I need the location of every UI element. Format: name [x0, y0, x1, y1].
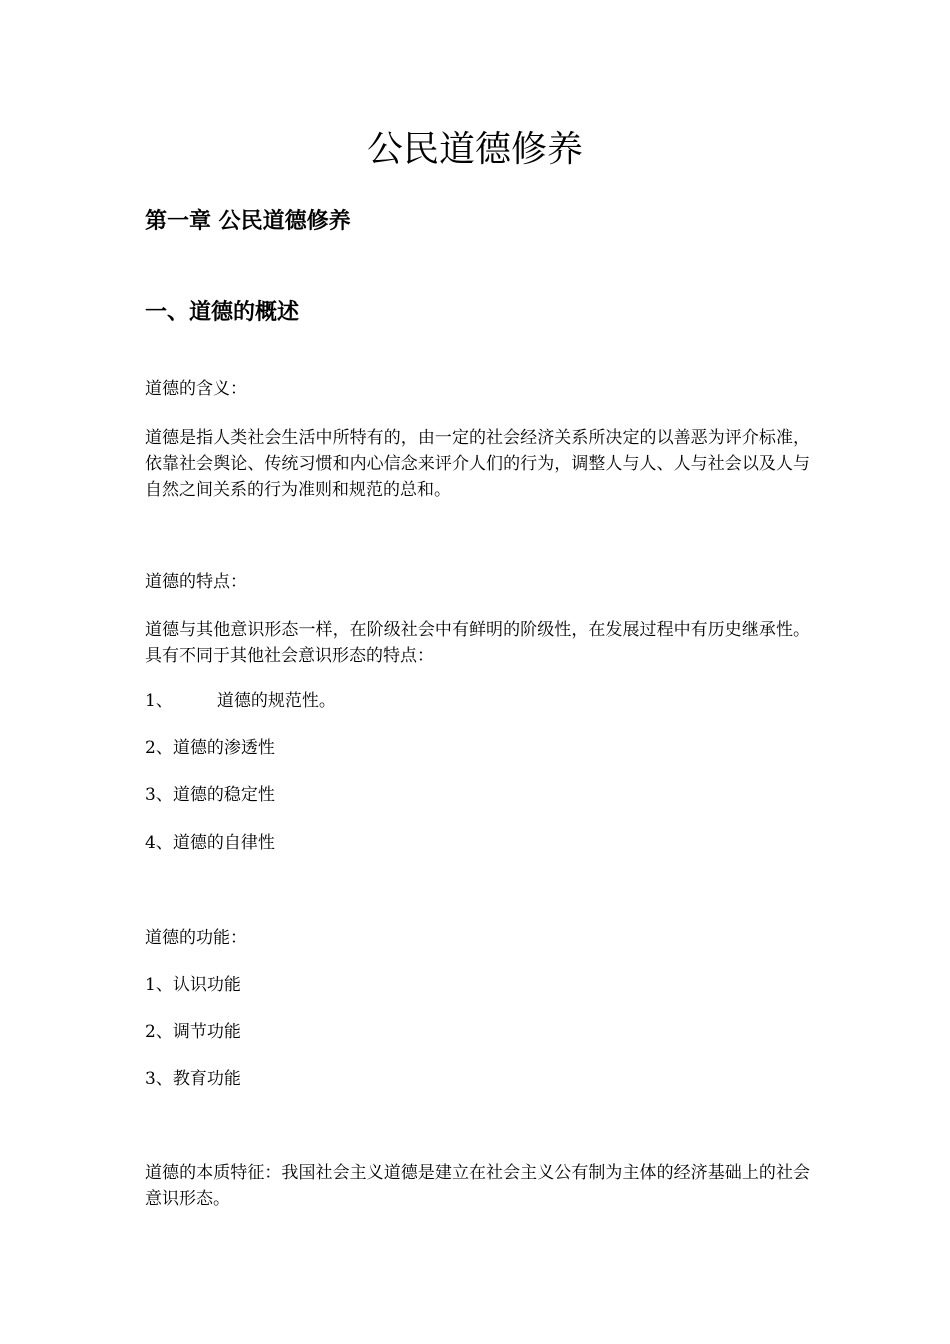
- meaning-label: 道德的含义：: [145, 379, 247, 399]
- function-item: 1、认识功能: [145, 975, 241, 995]
- meaning-paragraph: 道德是指人类社会生活中所特有的，由一定的社会经济关系所决定的以善恶为评介标准，依靠社会舆论、传统习惯和内心信念来评介人们的行为，调整人与人、人与社会以及人与自然之间关系的行为准则和规范的总和。: [145, 428, 810, 500]
- feature-item: 2、道德的渗透性: [145, 738, 275, 758]
- document-title: 公民道德修养: [366, 129, 583, 170]
- essence-paragraph: 道德的本质特征：我国社会主义道德是建立在社会主义公有制为主体的经济基础上的社会意识形态。: [145, 1163, 810, 1209]
- features-paragraph: 道德与其他意识形态一样，在阶级社会中有鲜明的阶级性，在发展过程中有历史继承性。具有不同于其他社会意识形态的特点：: [145, 620, 810, 666]
- feature-item: 4、道德的自律性: [145, 833, 275, 853]
- features-label: 道德的特点：: [145, 572, 247, 592]
- function-item: 2、调节功能: [145, 1022, 241, 1042]
- function-item: 3、教育功能: [145, 1069, 241, 1089]
- feature-item-number: 1、: [145, 691, 173, 711]
- feature-item: 3、道德的稳定性: [145, 785, 275, 805]
- feature-item: [145, 688, 810, 714]
- chapter-heading: 第一章 公民道德修养: [145, 209, 351, 234]
- functions-label: 道德的功能：: [145, 928, 247, 948]
- feature-item-text: 道德的规范性。: [216, 691, 336, 711]
- section-heading: 一、道德的概述: [145, 300, 300, 325]
